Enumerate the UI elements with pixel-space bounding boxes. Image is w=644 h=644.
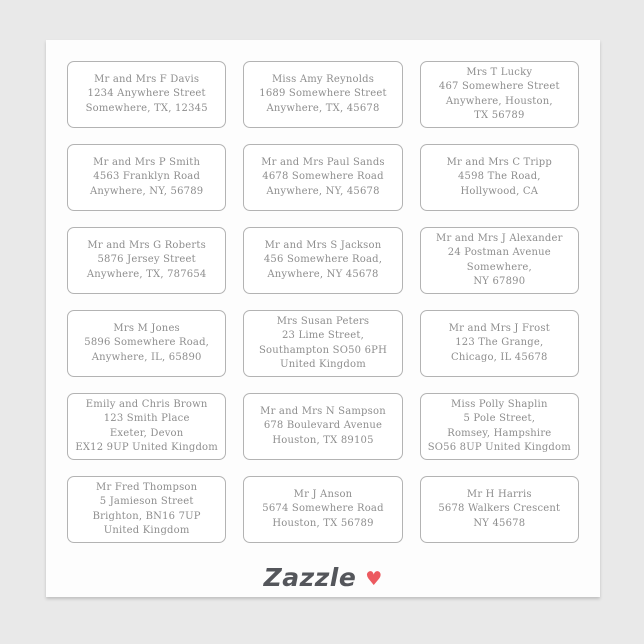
address-line: 1234 Anywhere Street [87, 88, 206, 100]
recipient-name: Mr Fred Thompson [96, 481, 198, 493]
address-line: 1689 Somewhere Street [259, 88, 387, 100]
address-label [67, 393, 226, 460]
address-line: Somewhere, TX, 12345 [85, 102, 208, 114]
address-line: 456 Somewhere Road, [263, 254, 383, 266]
zazzle-watermark [264, 563, 383, 592]
address-line: Chicago, IL 45678 [451, 351, 548, 363]
recipient-name: Emily and Chris Brown [85, 398, 208, 410]
address-line: Anywhere, NY 45678 [267, 268, 379, 280]
address-line: 4678 Somewhere Road [262, 171, 384, 183]
recipient-name: Mr and Mrs Paul Sands [261, 156, 385, 168]
address-line: Exeter, Devon [109, 427, 184, 439]
address-line: NY 45678 [473, 517, 526, 529]
address-line: Anywhere, TX, 45678 [266, 102, 380, 114]
address-line: Houston, TX 56789 [272, 517, 374, 529]
address-label [243, 144, 402, 211]
address-label [420, 310, 579, 377]
address-label [243, 393, 402, 460]
recipient-name: Mr and Mrs C Tripp [446, 156, 553, 168]
recipient-name: Mr and Mrs J Alexander [436, 232, 563, 244]
address-label [420, 393, 579, 460]
address-line: Romsey, Hampshire [447, 427, 552, 439]
recipient-name: Mr H Harris [466, 488, 532, 500]
address-label [67, 227, 226, 294]
address-label [420, 144, 579, 211]
address-line: 123 The Grange, [455, 337, 544, 349]
address-label [243, 476, 402, 543]
address-line: 5 Jamieson Street [99, 496, 194, 507]
address-line: Brighton, BN16 7UP [92, 510, 201, 522]
address-line: 5 Pole Street, [463, 413, 536, 424]
heart-icon: ♥ [365, 567, 383, 590]
address-line: 678 Boulevard Avenue [263, 420, 383, 432]
address-line: Hollywood, CA [460, 185, 539, 197]
address-label [243, 61, 402, 128]
address-line: 4598 The Road, [457, 171, 541, 183]
address-label [67, 144, 226, 211]
address-label [420, 61, 579, 128]
address-line: Anywhere, NY, 45678 [266, 185, 380, 197]
address-line: Anywhere, NY, 56789 [90, 185, 204, 197]
address-line: Anywhere, TX, 787654 [86, 268, 207, 280]
address-line: Anywhere, Houston, [445, 95, 553, 107]
recipient-name: Mr and Mrs J Frost [448, 322, 550, 334]
zazzle-logo: Zazzle [263, 563, 357, 592]
recipient-name: Mrs M Jones [113, 322, 180, 334]
address-line: SO56 8UP United Kingdom [427, 442, 571, 453]
address-line: 5678 Walkers Crescent [438, 503, 561, 515]
address-line: United Kingdom [280, 359, 366, 370]
address-line: United Kingdom [103, 525, 190, 536]
address-label-sheet[interactable] [46, 40, 600, 597]
address-line: Anywhere, IL, 65890 [91, 351, 202, 363]
address-line: 123 Smith Place [103, 413, 190, 424]
address-label [67, 310, 226, 377]
address-line: 5876 Jersey Street [97, 254, 196, 266]
address-line: 5674 Somewhere Road [262, 503, 384, 515]
address-label [243, 227, 402, 294]
recipient-name: Mr J Anson [293, 488, 353, 500]
address-label [243, 310, 402, 377]
address-line: 467 Somewhere Street [438, 81, 560, 92]
recipient-name: Mr and Mrs N Sampson [260, 405, 386, 417]
address-line: 4563 Franklyn Road [93, 171, 201, 183]
address-label [420, 227, 579, 294]
address-line: 23 Lime Street, [281, 330, 364, 341]
address-label [67, 476, 226, 543]
address-line: Houston, TX 89105 [272, 434, 374, 446]
recipient-name: Mr and Mrs P Smith [93, 156, 201, 168]
recipient-name: Mr and Mrs G Roberts [87, 239, 206, 251]
recipient-name: Mrs Susan Peters [276, 315, 370, 327]
recipient-name: Mr and Mrs S Jackson [264, 239, 382, 251]
address-line: EX12 9UP United Kingdom [75, 442, 218, 453]
recipient-name: Miss Amy Reynolds [271, 73, 375, 85]
label-grid [46, 40, 600, 543]
address-label [67, 61, 226, 128]
address-line: NY 67890 [473, 276, 526, 287]
address-line: Somewhere, [466, 261, 532, 273]
address-label [420, 476, 579, 543]
recipient-name: Mrs T Lucky [466, 66, 533, 78]
address-line: TX 56789 [474, 110, 525, 121]
recipient-name: Miss Polly Shaplin [451, 398, 548, 410]
recipient-name: Mr and Mrs F Davis [94, 73, 200, 85]
address-line: 5896 Somewhere Road, [84, 337, 210, 349]
address-line: Southampton SO50 6PH [258, 344, 388, 356]
address-line: 24 Postman Avenue [447, 247, 551, 258]
